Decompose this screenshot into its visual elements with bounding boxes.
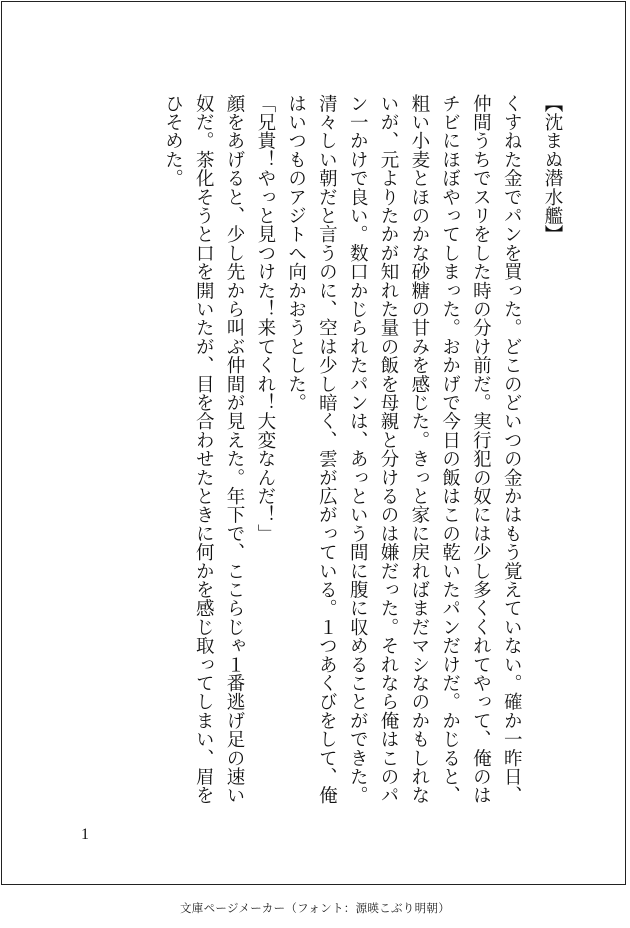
- paragraph-1: くすねた金でパンを買った。どこのどいつの金かはもう覚えていない。確か一昨日、仲間うちでスリをした時の分け前だ。実行犯の奴には少し多くくれてやって、俺のはチビにほぼやってしまった。おかげで今日の飯はこの乾いたパンだけだ。かじると、粗い小麦とほのかな砂糖の甘みを感じた。きっと家に戻ればまだマシなのかもしれないが、元よりたかが知れた量の飯を母親と分けるのは嫌だった。それなら俺はこのパン一かけで良い。数口かじられたパンは、あっという間に腹に収めることができた。: [347, 94, 523, 805]
- story-title: 【沈まぬ潜水艦】: [542, 94, 563, 244]
- footer-caption: 文庫ページメーカー（フォント：源暎こぶり明朝）: [179, 901, 451, 915]
- paragraph-4: 顔をあげると、少し先から叫ぶ仲間が見えた。年下で、ここらじゃ１番逃げ足の速い奴だ。茶化そうと口を開いたが、目を合わせたときに何かを感じ取ってしまい、眉をひそめた。: [162, 94, 246, 805]
- paragraph-3: 「兄貴！やっと見つけた！来てくれ！大変なんだ！」: [254, 94, 276, 543]
- page-number: 1: [81, 826, 89, 843]
- paragraph-2: 清々しい朝だと言うのに、空は少し暗く、雲が広がっている。１つあくびをして、俺はいつものアジトへ向かおうとした。: [285, 94, 338, 805]
- vertical-text-body: [67, 94, 567, 814]
- page-frame: [1, 1, 626, 885]
